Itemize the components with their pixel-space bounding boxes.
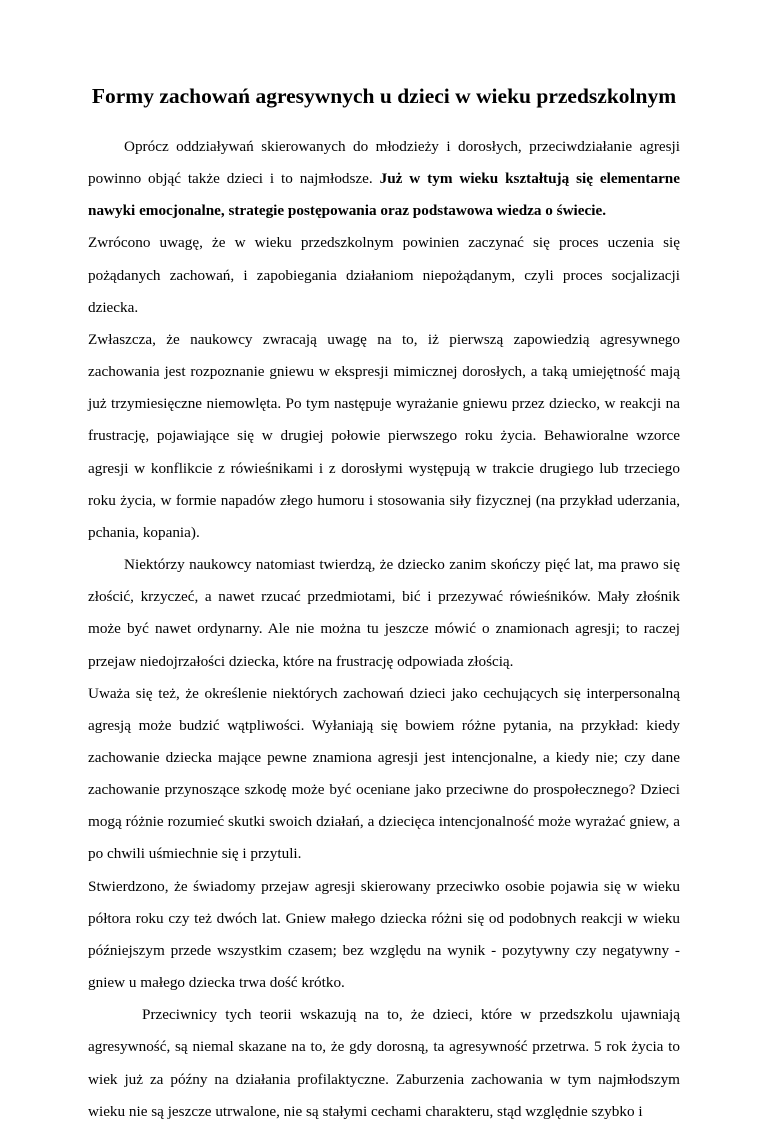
paragraph-7: Przeciwnicy tych teorii wskazują na to, że dzieci, które w przedszkolu ujawniają agresywność, są niemal skazane na to, że gdy dorosną, ta agresywność przetrwa. 5 rok życia to wiek już za późny na działania profilaktyczne. Zaburzenia zachowania w tym najmłodszym wieku nie są jeszcze utrwalone, nie są stałymi cechami charakteru, stąd względnie szybko i	[88, 1006, 680, 1120]
paragraph-5: Uważa się też, że określenie niektórych zachowań dzieci jako cechujących się interpersonalną agresją może budzić wątpliwości. Wyłaniają się bowiem różne pytania, na przykład: kiedy zachowanie dziecka mające pewne znamiona agresji jest intencjonalne, a kiedy nie; czy dane zachowanie przynoszące szkodę może być oceniane jako przeciwne do prospołecznego? Dzieci mogą różnie rozumieć skutki swoich działań, a dziecięca intencjonalność może wyrażać gniew, a po chwili uśmiechnie się i przytuli.	[88, 684, 680, 863]
paragraph-3: Zwłaszcza, że naukowcy zwracają uwagę na to, iż pierwszą zapowiedzią agresywnego zachowania jest rozpoznanie gniewu w ekspresji mimicznej dorosłych, a taką umiejętność mają już trzymiesięczne niemowlęta. Po tym następuje wyrażanie gniewu przez dziecko, w reakcji na frustrację, pojawiające się w drugiej połowie pierwszego roku życia. Behawioralne wzorce agresji w konflikcie z rówieśnikami i z dorosłymi występują w trakcie drugiego lub trzeciego roku życia, w formie napadów złego humoru i stosowania siły fizycznej (na przykład uderzania, pchania, kopania).	[88, 330, 680, 541]
paragraph-6: Stwierdzono, że świadomy przejaw agresji skierowany przeciwko osobie pojawia się w wieku półtora roku czy też dwóch lat. Gniew małego dziecka różni się od podobnych reakcji w wieku późniejszym przede wszystkim czasem; bez względu na wynik - pozytywny czy negatywny - gniew u małego dziecka trwa dość krótko.	[88, 877, 680, 992]
paragraph-1	[88, 131, 680, 227]
paragraph-1-text: Oprócz oddziaływań skierowanych do młodzieży i dorosłych, przeciwdziałanie agresji powinno objąć także dzieci i to najmłodsze.	[88, 138, 680, 188]
document-page	[88, 84, 680, 1128]
paragraph-4: Niektórzy naukowcy natomiast twierdzą, że dziecko zanim skończy pięć lat, ma prawo się złościć, krzyczeć, a nawet rzucać przedmiotami, bić i przezywać rówieśników. Mały złośnik może być nawet ordynarny. Ale nie można tu jeszcze mówić o znamionach agresji; to raczej przejaw niedojrzałości dziecka, które na frustrację odpowiada złością.	[88, 556, 680, 670]
document-title: Formy zachowań agresywnych u dzieci w wieku przedszkolnym	[91, 84, 677, 108]
paragraph-2: Zwrócono uwagę, że w wieku przedszkolnym powinien zaczynać się proces uczenia się pożądanych zachowań, i zapobiegania działaniom niepożądanym, czyli proces socjalizacji dziecka.	[88, 234, 680, 316]
paragraph-1-bold-text: Już w tym wieku kształtują się elementarne nawyki emocjonalne, strategie postępowania oraz podstawowa wiedza o świecie.	[88, 170, 680, 220]
